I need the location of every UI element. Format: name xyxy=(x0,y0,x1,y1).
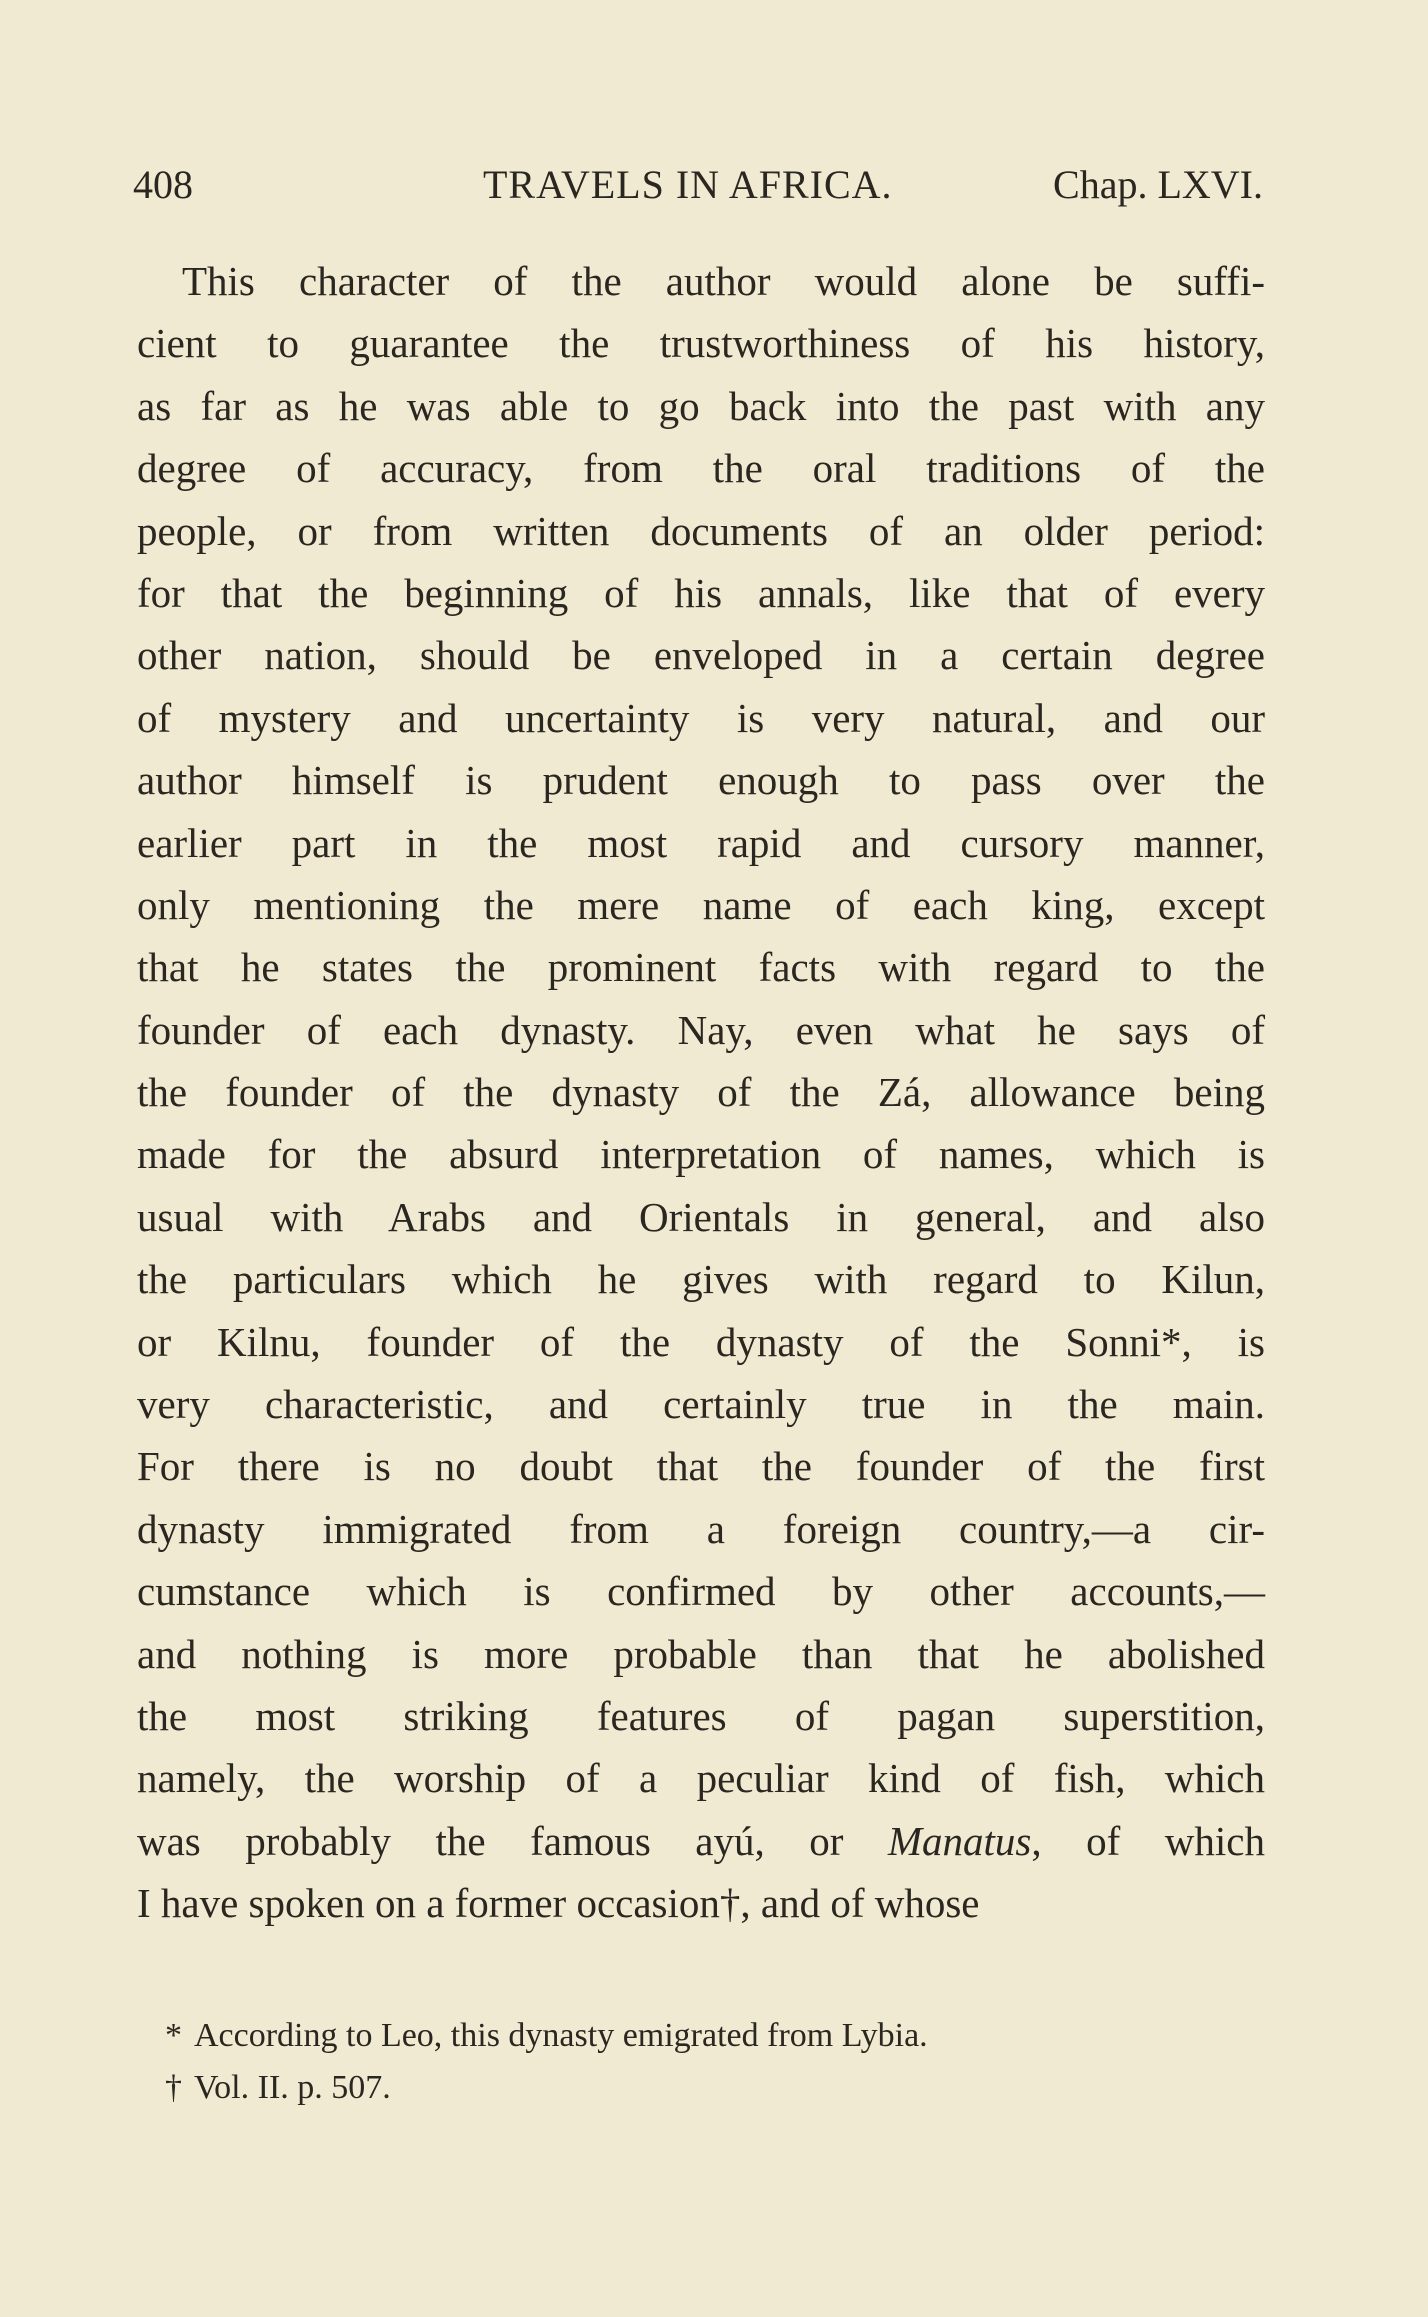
text-line: earlier part in the most rapid and cursory manner, xyxy=(137,819,1265,866)
text-line: cumstance which is confirmed by other accounts,— xyxy=(137,1568,1265,1615)
text-segment: was probably the famous ayú, or xyxy=(137,1817,844,1864)
chapter-label: Chap. LXVI. xyxy=(1053,162,1263,207)
text-line: of mystery and uncertainty is very natural, and our xyxy=(137,694,1265,741)
italic-term: Manatus xyxy=(887,1817,1032,1864)
text-line: other nation, should be enveloped in a certain degree xyxy=(137,632,1265,679)
text-line: for that the beginning of his annals, like that of every xyxy=(137,569,1265,616)
footnote-text: According to Leo, this dynasty emigrated from Lybia. xyxy=(194,2017,928,2054)
text-line: author himself is prudent enough to pass over the xyxy=(137,757,1265,804)
page-header xyxy=(133,160,1263,210)
text-line: degree of accuracy, from the oral traditions of the xyxy=(137,445,1265,492)
footnote xyxy=(165,2010,1265,2062)
text-line: founder of each dynasty. Nay, even what he says of xyxy=(137,1006,1265,1053)
text-line: very characteristic, and certainly true in the main. xyxy=(137,1381,1265,1428)
page-number: 408 xyxy=(133,162,193,207)
text-line: dynasty immigrated from a foreign country,—a cir- xyxy=(137,1505,1265,1552)
footnote-mark: † xyxy=(165,2069,182,2106)
text-line: the most striking features of pagan superstition, xyxy=(137,1692,1265,1739)
text-line: For there is no doubt that the founder of the first xyxy=(137,1443,1265,1490)
text-line: This character of the author would alone be suffi- xyxy=(182,258,1265,304)
text-line: as far as he was able to go back into the past with any xyxy=(137,382,1265,429)
footnote-text: Vol. II. p. 507. xyxy=(194,2069,391,2106)
text-line: namely, the worship of a peculiar kind of fish, which xyxy=(137,1755,1265,1802)
text-line: I have spoken on a former occasion†, and of whose xyxy=(137,1880,980,1927)
footnote-mark: * xyxy=(165,2017,182,2054)
running-title: TRAVELS IN AFRICA. xyxy=(483,162,893,207)
text-line: or Kilnu, founder of the dynasty of the Sonni*, is xyxy=(137,1318,1265,1365)
text-line: people, or from written documents of an older period: xyxy=(137,507,1265,554)
footnote xyxy=(165,2062,1265,2114)
text-line: that he states the prominent facts with regard to the xyxy=(137,944,1265,991)
text-line: usual with Arabs and Orientals in general, and also xyxy=(137,1193,1265,1240)
text-line: the founder of the dynasty of the Zá, allowance being xyxy=(137,1069,1265,1116)
text-line: cient to guarantee the trustworthiness of his history, xyxy=(137,320,1265,367)
text-line xyxy=(137,1810,1265,1872)
body-paragraph xyxy=(137,250,1265,1935)
text-line: only mentioning the mere name of each king, except xyxy=(137,881,1265,928)
text-line: made for the absurd interpretation of names, which is xyxy=(137,1131,1265,1178)
text-line: the particulars which he gives with regard to Kilun, xyxy=(137,1256,1265,1303)
text-line: and nothing is more probable than that he abolished xyxy=(137,1630,1265,1677)
footnotes xyxy=(165,2010,1265,2114)
text-segment: , of which xyxy=(1031,1817,1265,1864)
